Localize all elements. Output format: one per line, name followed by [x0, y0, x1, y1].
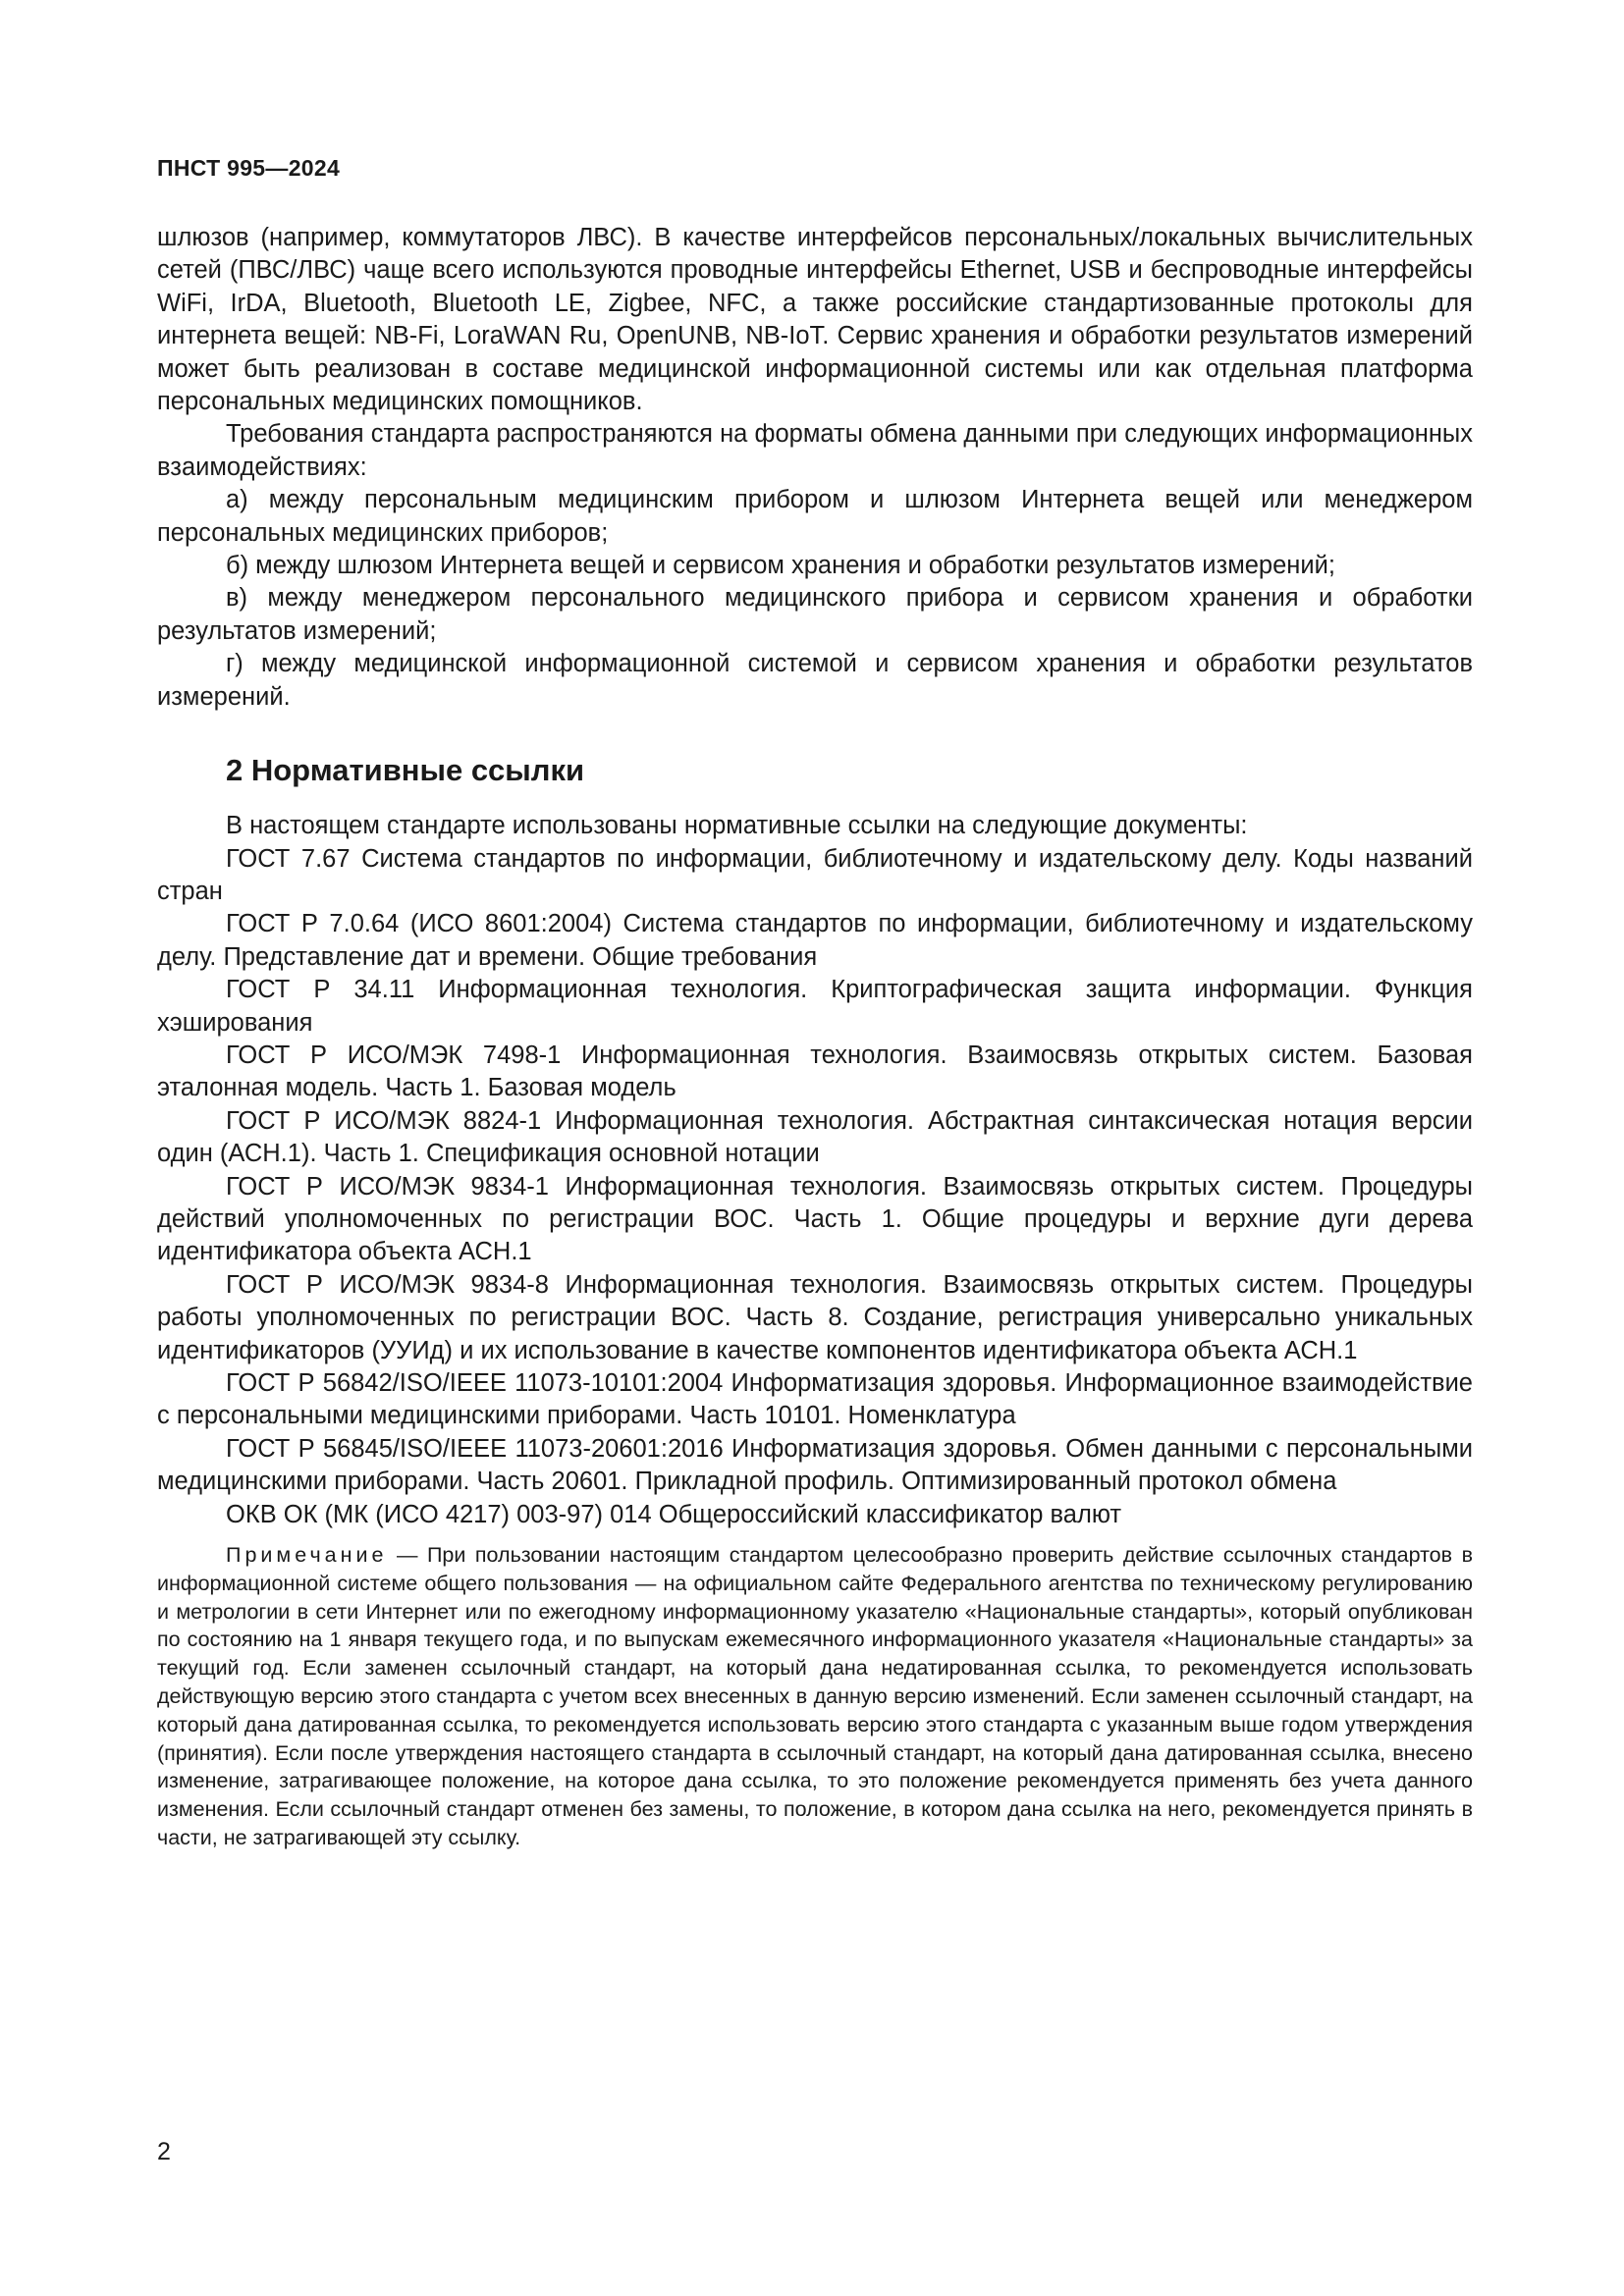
section-lead: В настоящем стандарте использованы нормативные ссылки на следующие документы:: [226, 812, 1248, 840]
list-item: г) между медицинской информационной системой и сервисом хранения и обработки результатов измерений.: [157, 650, 1473, 711]
document-header: ПНСТ 995—2024: [157, 155, 341, 181]
reference-item: ГОСТ Р 34.11 Информационная технология. Криптографическая защита информации. Функция хэширования: [157, 976, 1473, 1037]
reference-item: ГОСТ Р ИСО/МЭК 7498-1 Информационная технология. Взаимосвязь открытых систем. Базовая эталонная модель. Часть 1. Базовая модель: [157, 1041, 1473, 1102]
note-label: Примечание: [226, 1543, 388, 1568]
body-paragraph: Требования стандарта распространяются на форматы обмена данными при следующих информационных взаимодействиях:: [157, 420, 1473, 481]
reference-item: ГОСТ Р ИСО/МЭК 9834-1 Информационная технология. Взаимосвязь открытых систем. Процедуры действий уполномоченных по регистрации ВОС. Часть 1. Общие процедуры и верхние дуги дерева идентификатора объекта АСН.1: [157, 1172, 1473, 1266]
list-item: б) между шлюзом Интернета вещей и сервисом хранения и обработки результатов измерений;: [226, 552, 1335, 580]
section-title: 2 Нормативные ссылки: [226, 753, 585, 788]
page-number: 2: [157, 2138, 171, 2165]
page-content: [157, 222, 1473, 1873]
body-paragraph: шлюзов (например, коммутаторов ЛВС). В качестве интерфейсов персональных/локальных вычислительных сетей (ПВС/ЛВС) чаще всего используются проводные интерфейсы Ethernet, USB и беспроводные интерфейсы WiFi, IrDA, Bluetooth, Bluetooth LE, Zigbee, NFC, а также российские стандартизованные протоколы для интернета вещей: NB-Fi, LoraWAN Ru, OpenUNB, NB-IoT. Сервис хранения и обработки результатов измерений может быть реализован в составе медицинской информационной системы или как отдельная платформа персональных медицинских помощников.: [157, 224, 1473, 416]
note-paragraph: [157, 1541, 1473, 1852]
reference-item: ГОСТ Р 7.0.64 (ИСО 8601:2004) Система стандартов по информации, библиотечному и издательскому делу. Представление дат и времени. Общие требования: [157, 910, 1473, 971]
reference-item: ГОСТ Р ИСО/МЭК 9834-8 Информационная технология. Взаимосвязь открытых систем. Процедуры работы уполномоченных по регистрации ВОС. Часть 8. Создание, регистрация универсально уникальных идентификаторов (УУИд) и их использование в качестве компонентов идентификатора объекта АСН.1: [157, 1270, 1473, 1364]
list-item: в) между менеджером персонального медицинского прибора и сервисом хранения и обработки результатов измерений;: [157, 584, 1473, 645]
note-text: — При пользовании настоящим стандартом целесообразно проверить действие ссылочных стандартов в информационной системе общего пользования — на официальном сайте Федерального агентства по техническому регулированию и метрологии в сети Интернет или по ежегодному информационному указателю «Национальные стандарты», который опубликован по состоянию на 1 января текущего года, и по выпускам ежемесячного информационного указателя «Национальные стандарты» за текущий год. Если заменен ссылочный стандарт, на который дана недатированная ссылка, то рекомендуется использовать действующую версию этого стандарта с учетом всех внесенных в данную версию изменений. Если заменен ссылочный стандарт, на который дана датированная ссылка, то рекомендуется использовать версию этого стандарта с указанным выше годом утверждения (принятия). Если после утверждения настоящего стандарта в ссылочный стандарт, на который дана датированная ссылка, внесено изменение, затрагивающее положение, на которое дана ссылка, то это положение рекомендуется применять без учета данного изменения. Если ссылочный стандарт отменен без замены, то положение, в котором дана ссылка на него, рекомендуется принять в части, не затрагивающей эту ссылку.: [157, 1543, 1473, 1849]
reference-item: ОКВ ОК (МК (ИСО 4217) 003-97) 014 Общероссийский классификатор валют: [226, 1500, 1122, 1528]
reference-item: ГОСТ 7.67 Система стандартов по информации, библиотечному и издательскому делу. Коды названий стран: [157, 844, 1473, 905]
reference-item: ГОСТ Р 56845/ISO/IEEE 11073-20601:2016 Информатизация здоровья. Обмен данными с персональными медицинскими приборами. Часть 20601. Прикладной профиль. Оптимизированный протокол обмена: [157, 1434, 1473, 1496]
list-item: а) между персональным медицинским прибором и шлюзом Интернета вещей или менеджером персональных медицинских приборов;: [157, 486, 1473, 547]
reference-item: ГОСТ Р 56842/ISO/IEEE 11073-10101:2004 Информатизация здоровья. Информационное взаимодействие с персональными медицинскими приборами. Часть 10101. Номенклатура: [157, 1369, 1473, 1430]
reference-item: ГОСТ Р ИСО/МЭК 8824-1 Информационная технология. Абстрактная синтаксическая нотация версии один (АСН.1). Часть 1. Спецификация основной нотации: [157, 1106, 1473, 1168]
